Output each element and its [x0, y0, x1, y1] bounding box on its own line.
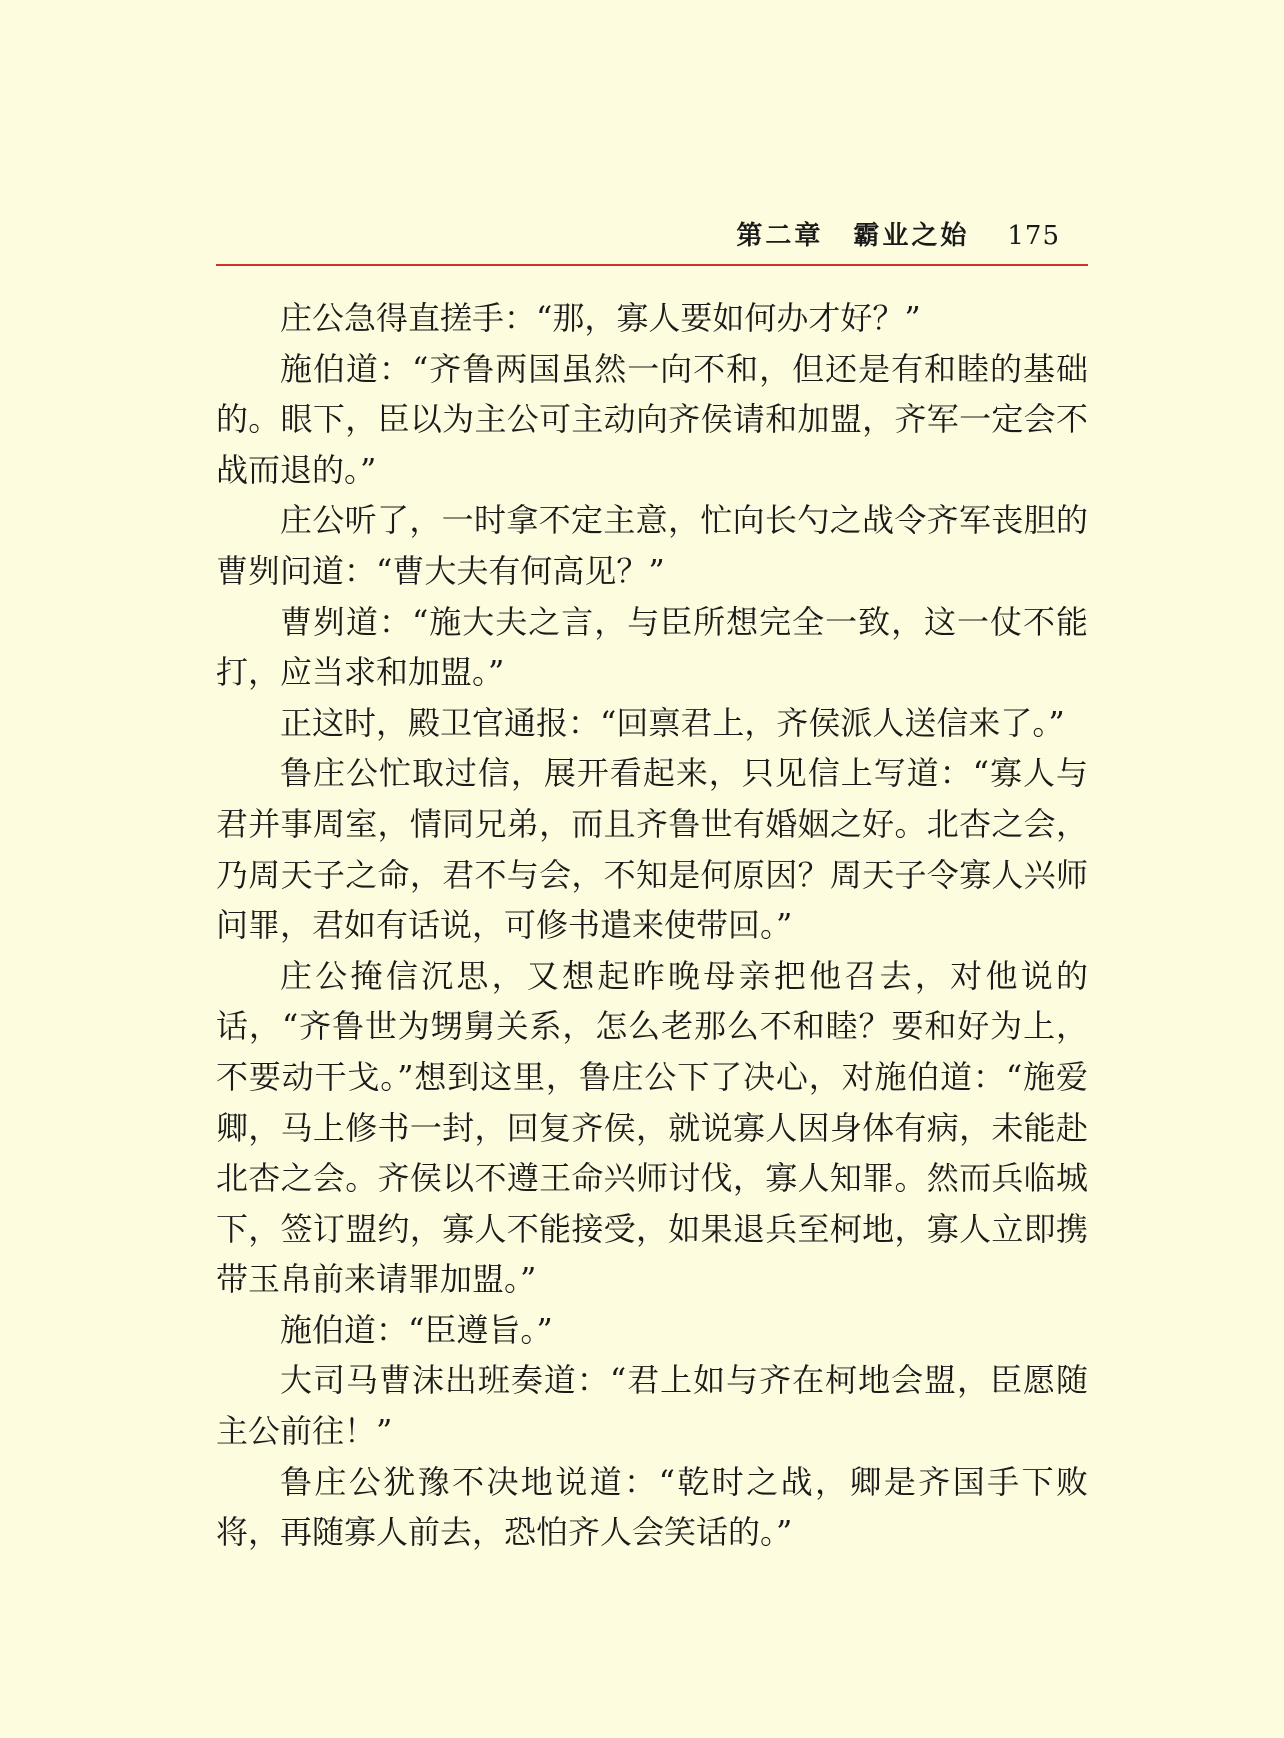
- page-number: 175: [1007, 221, 1060, 251]
- paragraph: 鲁庄公犹豫不决地说道：“乾时之战，卿是齐国手下败将，再随寡人前去，恐怕齐人会笑话的。”: [216, 1462, 1088, 1552]
- header-rule: [216, 264, 1088, 266]
- paragraph: 施伯道：“齐鲁两国虽然一向不和，但还是有和睦的基础的。眼下，臣以为主公可主动向齐侯请和加盟，齐军一定会不战而退的。”: [216, 349, 1088, 489]
- paragraph: 庄公听了，一时拿不定主意，忙向长勺之战令齐军丧胆的曹刿问道：“曹大夫有何高见？”: [216, 501, 1088, 590]
- paragraph: 正这时，殿卫官通报：“回禀君上，齐侯派人送信来了。”: [280, 703, 1065, 742]
- paragraph: 曹刿道：“施大夫之言，与臣所想完全一致，这一仗不能打，应当求和加盟。”: [216, 602, 1088, 692]
- paragraph: 庄公掩信沉思，又想起昨晚母亲把他召去，对他说的话，“齐鲁世为甥舅关系，怎么老那么不和睦？要和好为上，不要动干戈。”想到这里，鲁庄公下了决心，对施伯道：“施爱卿，马上修书一封，回复齐侯，就说寡人因身体有病，未能赴北杏之会。齐侯以不遵王命兴师讨伐，寡人知罪。然而兵临城下，签订盟约，寡人不能接受，如果退兵至柯地，寡人立即携带玉帛前来请罪加盟。”: [216, 956, 1088, 1299]
- running-head: [216, 216, 1088, 256]
- chapter-label: 第二章: [736, 221, 824, 251]
- paragraph: 大司马曹沫出班奏道：“君上如与齐在柯地会盟，臣愿随主公前往！”: [216, 1361, 1088, 1451]
- paragraph: 庄公急得直搓手：“那，寡人要如何办才好？”: [280, 299, 921, 337]
- body-text: [216, 293, 1088, 1558]
- chapter-title: 霸业之始: [853, 221, 970, 251]
- paragraph: 鲁庄公忙取过信，展开看起来，只见信上写道：“寡人与君并事周室，情同兄弟，而且齐鲁世有婚姻之好。北杏之会，乃周天子之命，君不与会，不知是何原因？周天子令寡人兴师问罪，君如有话说，可修书遣来使带回。”: [216, 754, 1088, 945]
- paragraph: 施伯道：“臣遵旨。”: [280, 1310, 553, 1349]
